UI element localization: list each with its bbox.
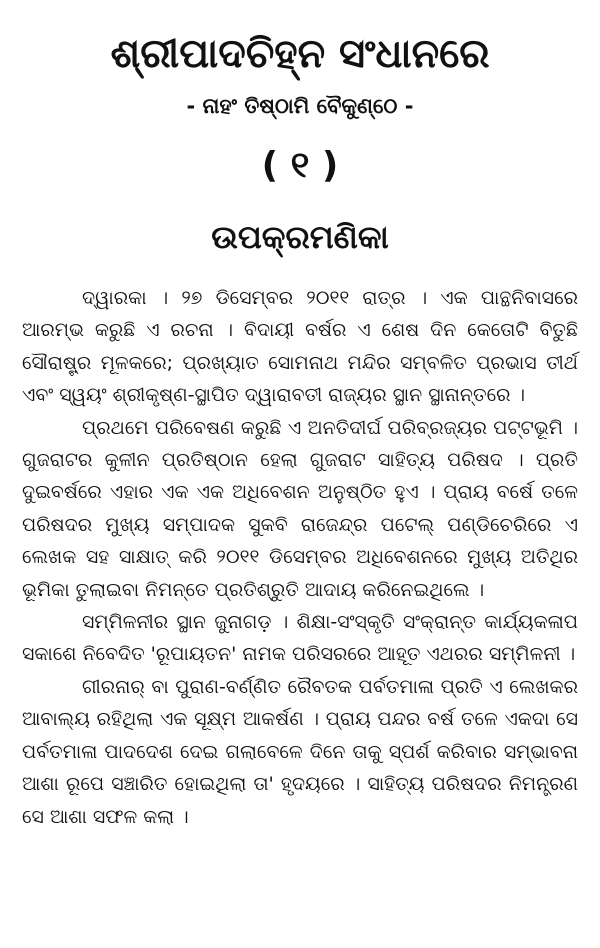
paragraph-4: ଗୀରନାର୍ ବା ପୁରାଣ-ବର୍ଣ୍ଣିତ ରୈବତକ ପର୍ବତମାଳା ପ୍ରତି ଏ ଲେଖକର ଆବାଲ୍ୟ ରହିଥିଲା ଏକ ସୂକ୍ଷ୍ମ ଆକର୍ଷଣ । ପ୍ରାୟ ପନ୍ଦର ବର୍ଷ ତଳେ ଏକଦା ସେ ପର୍ବତମାଳା ପାଦଦେଶ ଦେଇ ଗଲାବେଳେ ଦିନେ ତାକୁ ସ୍ପର୍ଶ କରିବାର ସମ୍ଭାବନା ଆଶା ରୂପେ ସଞ୍ଚାରିତ ହୋଇଥିଲା ତା' ହୃଦୟରେ । ସାହିତ୍ୟ ପରିଷଦର ନିମନ୍ତ୍ରଣ ସେ ଆଶା ସଫଳ କଲା । <box>22 675 578 828</box>
paragraph-3: ସମ୍ମିଳନୀର ସ୍ଥାନ ଜୁନାଗଡ଼ । ଶିକ୍ଷା-ସଂସ୍କୃତି ସଂକ୍ରାନ୍ତ କାର୍ଯ୍ୟକଳାପ ସକାଶେ ନିବେଦିତ 'ରୂପାୟତନ' ନାମକ ପରିସରରେ ଆହୂତ ଏଥରର ସମ୍ମିଳନୀ । <box>22 611 578 666</box>
page-title: ଶ୍ରୀପାଦଚିହ୍ନ ସଂଧାନରେ <box>110 31 490 77</box>
paragraph-1: ଦ୍ୱାରକା । ୨୭ ଡିସେମ୍ବର ୨୦୧୧ ରାତ୍ର । ଏକ ପାନ୍ଥନିବାସରେ ଆରମ୍ଭ କରୁଛି ଏ ରଚନା । ବିଦାୟୀ ବର୍ଷର ଏ ଶେଷ ଦିନ କେତୋଟି ବିତୁଛି ସୌରାଷ୍ଟ୍ର ମୂଳକରେ; ପ୍ରଖ୍ୟାତ ସୋମନାଥ ମନ୍ଦିର ସମ୍ବଳିତ ପ୍ରଭାସ ତୀର୍ଥ ଏବଂ ସ୍ୱୟଂ ଶ୍ରୀକୃଷ୍ଣ-ସ୍ଥାପିତ ଦ୍ୱାରାବତୀ ରାଜ୍ୟର ସ୍ଥାନ ସ୍ଥାନାନ୍ତରେ । <box>22 287 578 407</box>
paragraph-2: ପ୍ରଥମେ ପରିବେଷଣ କରୁଛି ଏ ଅନତିଦୀର୍ଘ ପରିବ୍ରଜ୍ୟର ପଟ୍ଟଭୂମି । ଗୁଜରାଟର କୁଳୀନ ପ୍ରତିଷ୍ଠାନ ହେଲା ଗୁଜରାଟ ସାହିତ୍ୟ ପରିଷଦ । ପ୍ରତି ଦୁଇବର୍ଷରେ ଏହାର ଏକ ଏକ ଅଧିବେଶନ ଅନୁଷ୍ଠିତ ହୁଏ । ପ୍ରାୟ ବର୍ଷେ ତଳେ ପରିଷଦର ମୁଖ୍ୟ ସମ୍ପାଦକ ସୁକବି ରାଜେନ୍ଦ୍ର ପଟେଲ୍ ପଣ୍ଡିଚେରିରେ ଏ ଲେଖକ ସହ ସାକ୍ଷାତ୍ କରି ୨୦୧୧ ଡିସେମ୍ବର ଅଧିବେଶନରେ ମୁଖ୍ୟ ଅତିଥିର ଭୂମିକା ତୁଲାଇବା ନିମନ୍ତେ ପ୍ରତିଶ୍ରୁତି ଆଦାୟ କରିନେଇଥିଲେ । <box>22 416 578 601</box>
chapter-number: ( ୧ ) <box>261 145 339 186</box>
page-subtitle: - ନାହଂ ତିଷ୍ଠାମି ବୈକୁଣ୍ଠେ - <box>186 94 414 118</box>
section-heading: ଉପକ୍ରମଣିକା <box>211 218 389 256</box>
body-text <box>22 282 578 833</box>
